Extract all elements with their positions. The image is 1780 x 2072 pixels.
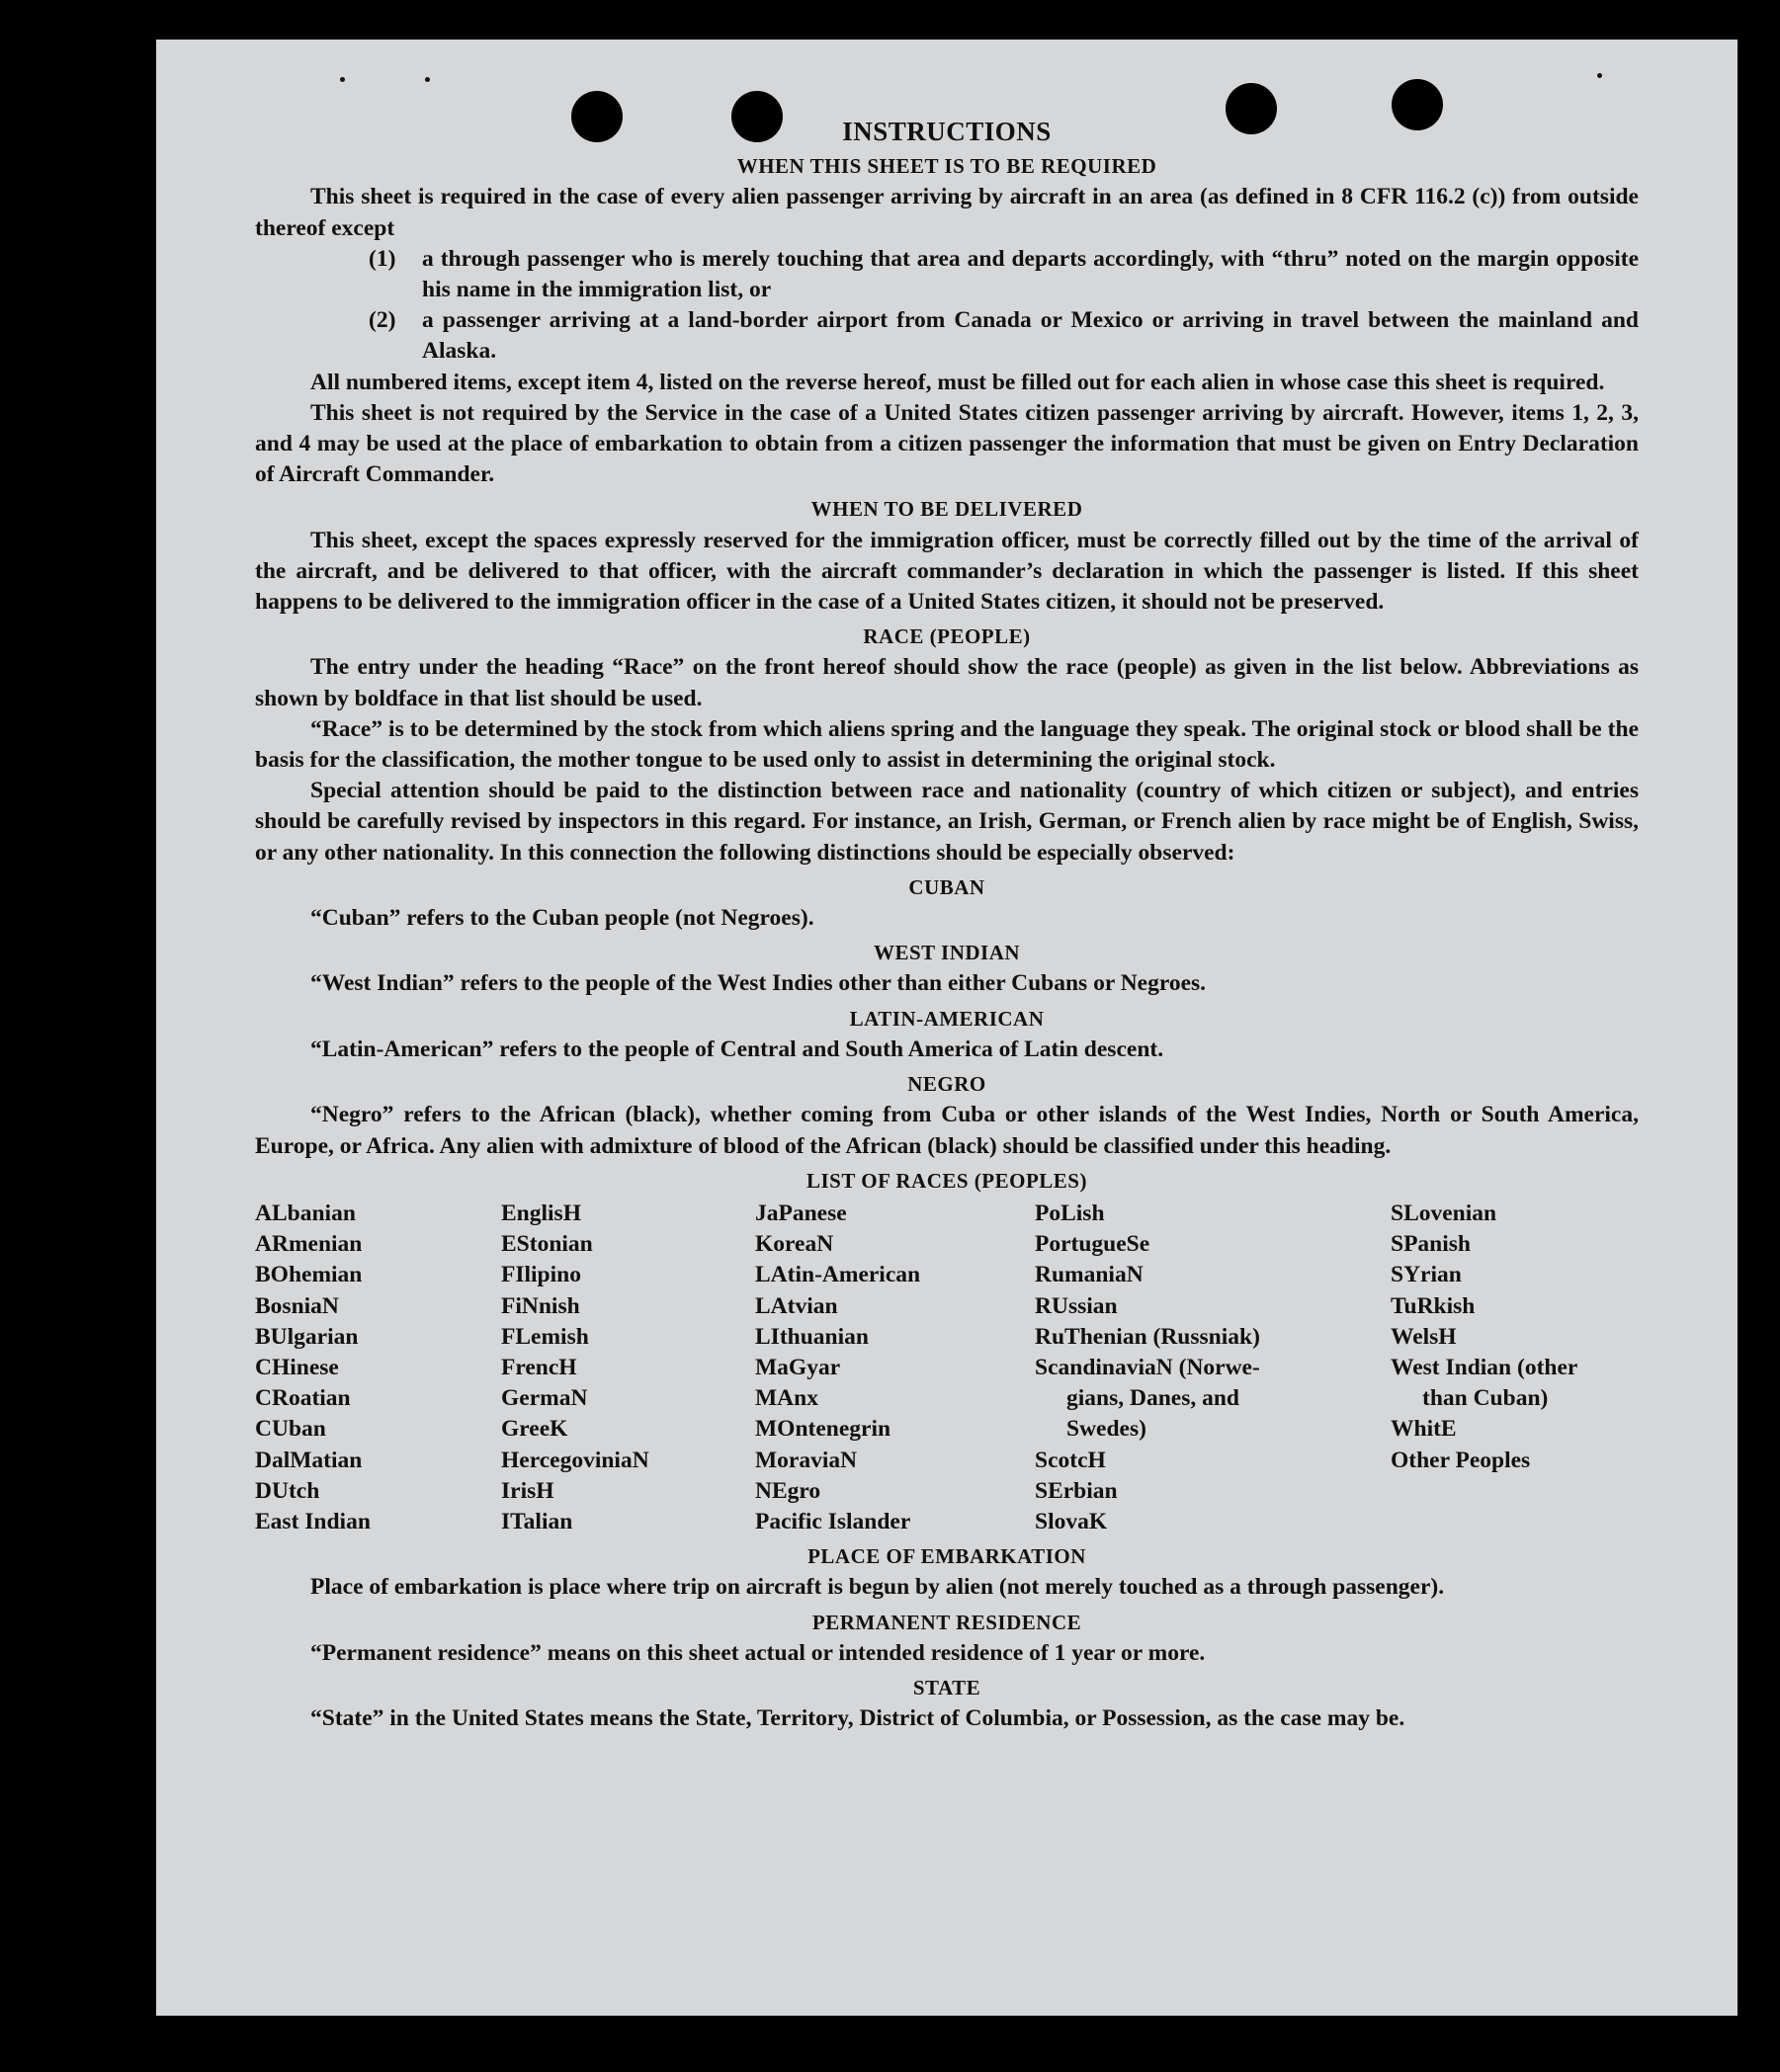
- race-entry: FLemish: [501, 1323, 589, 1350]
- paragraph: “Latin-American” refers to the people of Central and South America of Latin descent.: [310, 1036, 1164, 1062]
- section-heading-list-of-races: LIST OF RACES (PEOPLES): [806, 1168, 1087, 1193]
- race-entry: FiNnish: [501, 1292, 580, 1319]
- race-entry: EnglisH: [501, 1200, 581, 1226]
- section-heading-embarkation: PLACE OF EMBARKATION: [807, 1544, 1086, 1569]
- paragraph: “Negro” refers to the African (black), whether coming from Cuba or other islands of the West Indies, North or South America, Europe, or Africa. Any alien with admixture of blood of the African (black) should be classified under this heading.: [255, 1102, 1639, 1159]
- paragraph: “State” in the United States means the State, Territory, District of Columbia, or Possession, as the case may be.: [310, 1705, 1405, 1732]
- item-number: (1): [369, 245, 396, 272]
- paragraph: This sheet is required in the case of every alien passenger arriving by aircraft in an area (as defined in 8 CFR 116.2 (c)) from outside thereof except: [255, 184, 1639, 241]
- race-entry: FIlipino: [501, 1262, 581, 1288]
- paragraph: “Race” is to be determined by the stock from which aliens spring and the language they speak. The original stock or blood shall be the basis for the classification, the mother tongue to be used only to assist in determining the original stock.: [255, 715, 1639, 774]
- paragraph: All numbered items, except item 4, listed on the reverse hereof, must be filled out for each alien in whose case this sheet is required.: [310, 369, 1605, 395]
- race-entry: LIthuanian: [755, 1323, 869, 1350]
- race-entry: ITalian: [501, 1508, 573, 1534]
- race-list: [255, 1199, 1639, 1537]
- ink-speck: [425, 77, 430, 82]
- item-text: a through passenger who is merely touching that area and departs accordingly, with “thru” noted on the margin opposite his name in the immigration list, or: [422, 245, 1639, 303]
- page-title: INSTRUCTIONS: [842, 117, 1052, 146]
- race-entry: DUtch: [255, 1477, 320, 1504]
- section-heading-cuban: CUBAN: [908, 874, 985, 899]
- section-heading-state: STATE: [912, 1675, 981, 1699]
- race-entry: ScotcH: [1035, 1447, 1106, 1473]
- ink-speck: [1597, 73, 1602, 78]
- race-entry: RuThenian (Russniak): [1035, 1323, 1260, 1350]
- race-entry: East Indian: [255, 1508, 371, 1534]
- race-entry: ScandinaviaN (Norwe-: [1035, 1354, 1260, 1380]
- race-column: [255, 1199, 501, 1537]
- section-heading-negro: NEGRO: [907, 1072, 986, 1097]
- race-entry: MaGyar: [755, 1354, 841, 1380]
- paragraph: “West Indian” refers to the people of the West Indies other than either Cubans or Negroes.: [310, 970, 1207, 997]
- section-heading-delivered: WHEN TO BE DELIVERED: [810, 497, 1083, 522]
- race-entry: JaPanese: [755, 1200, 847, 1226]
- numbered-item: [255, 244, 1639, 305]
- race-entry: West Indian (other: [1391, 1354, 1578, 1380]
- race-entry: WhitE: [1391, 1416, 1457, 1443]
- race-entry: ALbanian: [255, 1200, 356, 1226]
- race-entry: gians, Danes, and: [1066, 1385, 1239, 1412]
- race-entry: CHinese: [255, 1354, 339, 1380]
- race-entry: IrisH: [501, 1477, 554, 1504]
- race-entry: TuRkish: [1391, 1292, 1476, 1319]
- race-entry: SYrian: [1391, 1262, 1462, 1288]
- race-column: [501, 1199, 755, 1537]
- race-entry: KoreaN: [755, 1231, 834, 1258]
- item-number: (2): [369, 307, 396, 334]
- race-entry: NEgro: [755, 1477, 821, 1504]
- race-entry: LAtvian: [755, 1292, 838, 1319]
- race-entry: CRoatian: [255, 1385, 351, 1412]
- race-entry: BUlgarian: [255, 1323, 359, 1350]
- race-entry: Swedes): [1066, 1416, 1146, 1443]
- section-heading-latin-american: LATIN-AMERICAN: [849, 1006, 1045, 1031]
- race-entry: BOhemian: [255, 1262, 363, 1288]
- race-entry: Other Peoples: [1391, 1447, 1531, 1473]
- race-entry: SLovenian: [1391, 1200, 1497, 1226]
- race-entry: than Cuban): [1422, 1385, 1549, 1412]
- paragraph: This sheet, except the spaces expressly reserved for the immigration officer, must be correctly filled out by the time of the arrival of the aircraft, and be delivered to that officer, with the aircraft commander’s declaration in which the passenger is listed. If this sheet happens to be delivered to the immigration officer in the case of a United States citizen, it should not be preserved.: [255, 527, 1639, 616]
- race-entry: PoLish: [1035, 1200, 1105, 1226]
- race-entry: MAnx: [755, 1385, 818, 1412]
- race-entry: SPanish: [1391, 1231, 1471, 1258]
- race-entry: HercegoviniaN: [501, 1447, 649, 1473]
- race-entry: ARmenian: [255, 1231, 363, 1258]
- race-entry: SlovaK: [1035, 1508, 1108, 1534]
- race-entry: SErbian: [1035, 1477, 1118, 1504]
- race-entry: RumaniaN: [1035, 1262, 1144, 1288]
- paragraph: Place of embarkation is place where trip on aircraft is begun by alien (not merely touched as a through passenger).: [310, 1574, 1445, 1601]
- section-heading-west-indian: WEST INDIAN: [873, 941, 1021, 965]
- section-heading-race: RACE (PEOPLE): [863, 624, 1031, 649]
- race-entry: DalMatian: [255, 1447, 363, 1473]
- ink-speck: [340, 77, 345, 82]
- paragraph: “Permanent residence” means on this sheet actual or intended residence of 1 year or more.: [310, 1639, 1206, 1666]
- paragraph: “Cuban” refers to the Cuban people (not Negroes).: [310, 905, 814, 932]
- numbered-item: [255, 305, 1639, 367]
- paragraph: Special attention should be paid to the distinction between race and nationality (country of which citizen or subject), and entries should be carefully revised by inspectors in this regard. For instance, an Irish, German, or French alien by race might be of English, Swiss, or any other nationality. In this connection the following distinctions should be especially observed:: [255, 778, 1639, 866]
- race-entry: WelsH: [1391, 1323, 1457, 1350]
- race-column: [1035, 1199, 1391, 1537]
- race-entry: EStonian: [501, 1231, 593, 1258]
- race-entry: PortugueSe: [1035, 1231, 1150, 1258]
- race-entry: Pacific Islander: [755, 1508, 911, 1534]
- instructions-body: [255, 117, 1639, 1734]
- race-entry: RUssian: [1035, 1292, 1118, 1319]
- item-text: a passenger arriving at a land-border airport from Canada or Mexico or arriving in travel between the mainland and Alaska.: [422, 307, 1639, 365]
- section-heading-permanent-residence: PERMANENT RESIDENCE: [811, 1610, 1082, 1634]
- race-entry: BosniaN: [255, 1292, 339, 1319]
- race-entry: CUban: [255, 1416, 326, 1443]
- race-column: [1391, 1199, 1639, 1537]
- race-column: [755, 1199, 1035, 1537]
- race-entry: FrencH: [501, 1354, 577, 1380]
- paragraph: This sheet is not required by the Service in the case of a United States citizen passenger arriving by aircraft. However, items 1, 2, 3, and 4 may be used at the place of embarkation to obtain from a citizen passenger the information that must be given on Entry Declaration of Aircraft Commander.: [255, 399, 1639, 488]
- race-entry: MoraviaN: [755, 1447, 858, 1473]
- race-entry: GermaN: [501, 1385, 588, 1412]
- race-entry: LAtin-American: [755, 1262, 921, 1288]
- race-entry: MOntenegrin: [755, 1416, 891, 1443]
- race-entry: GreeK: [501, 1416, 568, 1443]
- paragraph: The entry under the heading “Race” on the front hereof should show the race (people) as given in the list below. Abbreviations as shown by boldface in that list should be used.: [255, 654, 1639, 711]
- document-page: [156, 40, 1738, 2016]
- section-heading-required: WHEN THIS SHEET IS TO BE REQUIRED: [736, 154, 1157, 179]
